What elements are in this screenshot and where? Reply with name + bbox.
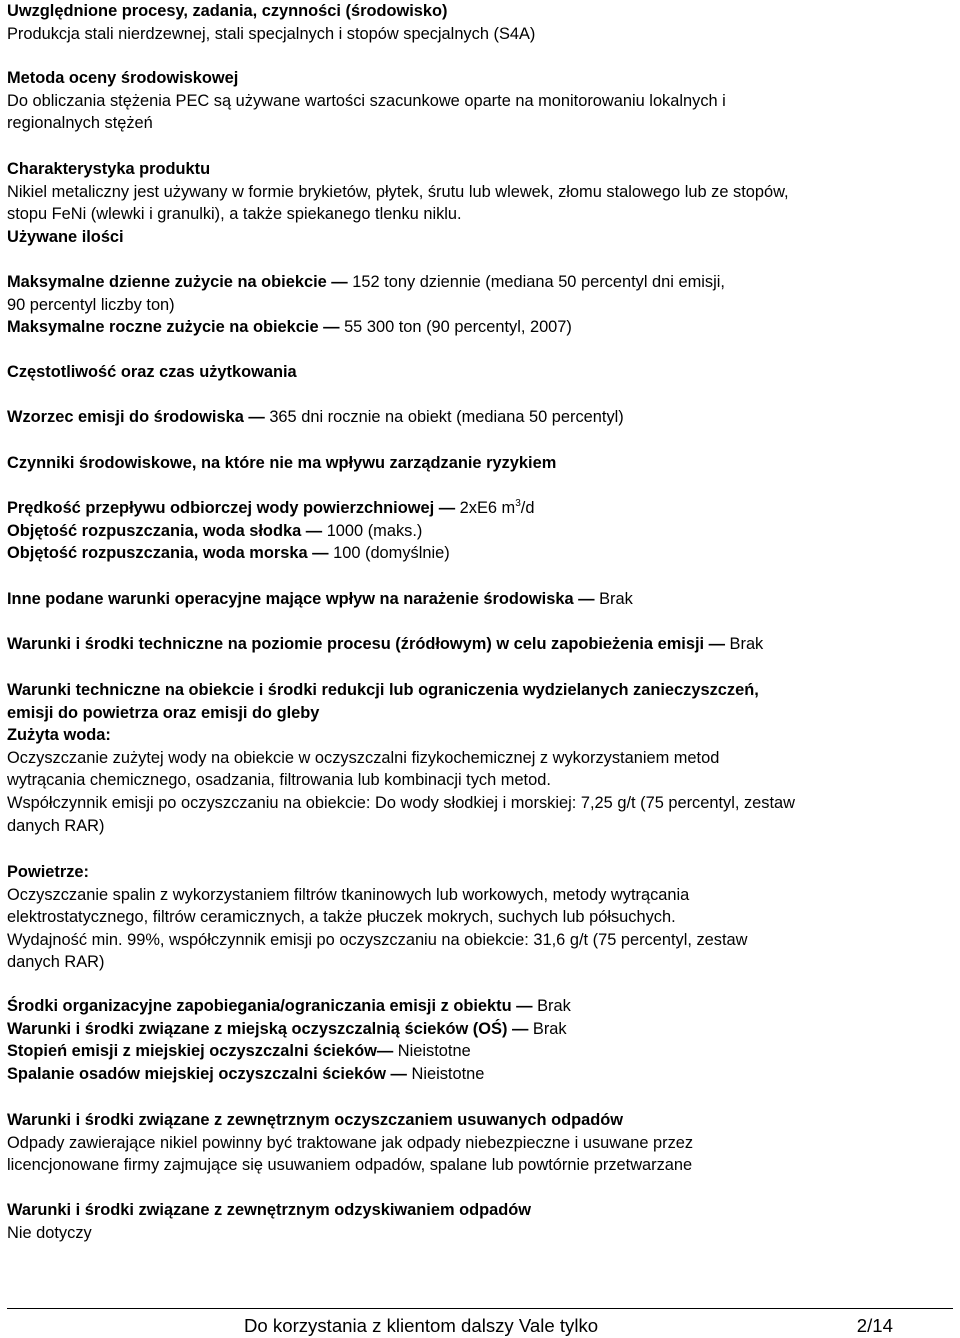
paragraph-line: regionalnych stężeń — [7, 114, 153, 133]
field-value: Brak — [725, 635, 764, 653]
field-label: Warunki i środki techniczne na poziomie procesu (źródłowym) w celu zapobieżenia emisji — — [7, 635, 725, 653]
section-heading: Częstotliwość oraz czas użytkowania — [7, 363, 297, 381]
page-footer — [7, 1314, 953, 1338]
paragraph-line: Odpady zawierające nikiel powinny być traktowane jak odpady niebezpieczne i usuwane przez — [7, 1133, 694, 1152]
field-label: Maksymalne dzienne zużycie na obiekcie — — [7, 273, 348, 291]
field-value: Brak — [532, 997, 571, 1015]
field-value: 100 (domyślnie) — [328, 544, 450, 563]
section-other-conditions — [7, 588, 952, 611]
superscript: 3 — [515, 497, 521, 509]
field-label: Objętość rozpuszczania, woda słodka — — [7, 521, 323, 540]
section-air — [7, 861, 952, 974]
section-heading: Warunki i środki związane z zewnętrznym oczyszczaniem usuwanych odpadów — [7, 1111, 624, 1129]
paragraph-line: Oczyszczanie zużytej wody na obiekcie w oczyszczalni fizykochemicznej z wykorzystaniem metod — [7, 748, 720, 767]
paragraph: Nie dotyczy — [7, 1223, 92, 1242]
section-amounts — [7, 271, 952, 339]
footer-text: Do korzystania z klientom dalszy Vale tylko — [244, 1315, 599, 1336]
field-unit: /d — [520, 499, 535, 517]
section-processes — [7, 0, 952, 45]
section-heading: Używane ilości — [7, 227, 124, 246]
section-frequency-heading — [7, 361, 952, 384]
paragraph-line: danych RAR) — [7, 953, 105, 972]
paragraph-line: Oczyszczanie spalin z wykorzystaniem filtrów tkaninowych lub workowych, metody wytrącania — [7, 885, 690, 904]
section-frequency — [7, 406, 952, 429]
paragraph-line: Współczynnik emisji po oczyszczaniu na obiekcie: Do wody słodkiej i morskiej: 7,25 g/t (75 percentyl, zestaw — [7, 793, 795, 812]
field-value: 2xE6 m — [455, 499, 516, 517]
field-value: 1000 (maks.) — [322, 521, 423, 540]
field-label: Objętość rozpuszczania, woda morska — — [7, 544, 329, 563]
section-heading: Charakterystyka produktu — [7, 160, 211, 178]
subsection-heading: Zużyta woda: — [7, 726, 111, 745]
page-number: 2/14 — [856, 1315, 893, 1336]
field-value: Nieistotne — [393, 1042, 471, 1061]
field-label: Prędkość przepływu odbiorczej wody powierzchniowej — — [7, 499, 456, 517]
field-value: 90 percentyl liczby ton) — [7, 295, 175, 314]
section-heading: emisji do powietrza oraz emisji do gleby — [7, 703, 320, 722]
field-value: 365 dni rocznie na obiekt (mediana 50 percentyl) — [264, 408, 624, 426]
section-waste — [7, 1109, 952, 1177]
footer-divider — [7, 1308, 953, 1309]
section-organizational — [7, 995, 952, 1085]
paragraph-line: elektrostatycznego, filtrów ceramicznych, a także płuczek mokrych, suchych lub półsuchych. — [7, 908, 676, 927]
section-product — [7, 158, 952, 248]
field-label: Inne podane warunki operacyjne mające wpływ na narażenie środowiska — — [7, 590, 595, 608]
section-heading: Czynniki środowiskowe, na które nie ma wpływu zarządzanie ryzykiem — [7, 454, 557, 472]
field-value: Brak — [528, 1019, 567, 1038]
field-value: Brak — [594, 590, 633, 608]
paragraph: Produkcja stali nierdzewnej, stali specjalnych i stopów specjalnych (S4A) — [7, 24, 536, 43]
section-heading: Uwzględnione procesy, zadania, czynności (środowisko) — [7, 2, 448, 20]
field-value: Nieistotne — [406, 1064, 485, 1083]
field-label: Maksymalne roczne zużycie na obiekcie — — [7, 318, 340, 337]
section-env-factors — [7, 497, 952, 565]
paragraph-line: wytrącania chemicznego, osadzania, filtrowania lub kombinacji tych metod. — [7, 771, 551, 790]
section-heading: Warunki i środki związane z zewnętrznym odzyskiwaniem odpadów — [7, 1201, 532, 1219]
field-label: Wzorzec emisji do środowiska — — [7, 408, 265, 426]
paragraph-line: Nikiel metaliczny jest używany w formie brykietów, płytek, śrutu lub wlewek, złomu stalowego lub ze stopów, — [7, 182, 789, 201]
field-label: Stopień emisji z miejskiej oczyszczalni ścieków— — [7, 1042, 394, 1061]
section-method — [7, 67, 952, 135]
section-env-factors-heading — [7, 452, 952, 475]
field-label: Spalanie osadów miejskiej oczyszczalni ścieków — — [7, 1064, 407, 1083]
field-value: 55 300 ton (90 percentyl, 2007) — [339, 318, 572, 337]
paragraph-line: danych RAR) — [7, 816, 105, 835]
field-label: Warunki i środki związane z miejską oczyszczalnią ścieków (OŚ) — — [7, 1019, 529, 1038]
paragraph-line: Do obliczania stężenia PEC są używane wartości szacunkowe oparte na monitorowaniu lokalnych i — [7, 91, 726, 110]
section-onsite — [7, 679, 952, 837]
section-process-measures — [7, 633, 952, 656]
subsection-heading: Powietrze: — [7, 863, 89, 881]
paragraph-line: licencjonowane firmy zajmujące się usuwaniem odpadów, spalane lub powtórnie przetwarzane — [7, 1156, 693, 1175]
section-heading: Metoda oceny środowiskowej — [7, 69, 239, 87]
section-heading: Warunki techniczne na obiekcie i środki redukcji lub ograniczenia wydzielanych zanieczyszczeń, — [7, 681, 759, 699]
section-recovery — [7, 1199, 952, 1244]
field-label: Środki organizacyjne zapobiegania/ograniczania emisji z obiektu — — [7, 997, 533, 1015]
paragraph-line: stopu FeNi (wlewki i granulki), a także spiekanego tlenku niklu. — [7, 205, 462, 224]
field-value: 152 tony dziennie (mediana 50 percentyl dni emisji, — [347, 273, 725, 291]
paragraph-line: Wydajność min. 99%, współczynnik emisji po oczyszczaniu na obiekcie: 31,6 g/t (75 percentyl, zestaw — [7, 930, 748, 949]
